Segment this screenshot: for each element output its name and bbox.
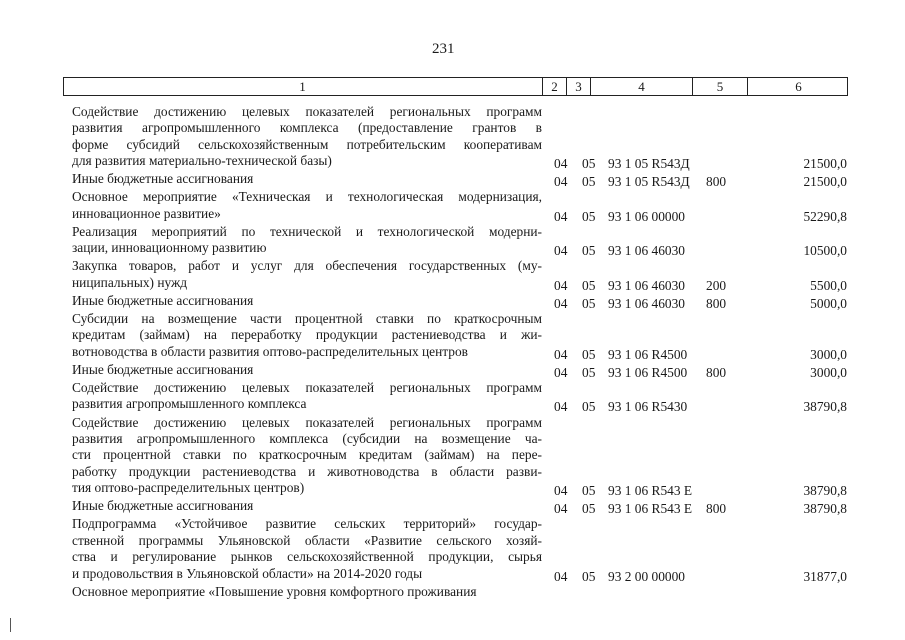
row-text-line: форме субсидий сельскохозяйственным потребительским кооперативам (72, 136, 542, 152)
row-text-line: Закупка товаров, работ и услуг для обеспечения государственных (му- (72, 258, 542, 274)
row-cell-c6: 10500,0 (803, 243, 847, 259)
header-cell-5: 5 (692, 78, 747, 95)
row-cell-c3: 05 (582, 243, 596, 259)
row-cell-c5: 200 (706, 277, 727, 293)
row-text-line: Реализация мероприятий по технической и технологической модерни- (72, 223, 542, 239)
header-cell-2: 2 (542, 78, 566, 95)
row-cell-c6: 38790,8 (803, 483, 847, 499)
row-cell-c3: 05 (582, 501, 596, 517)
row-cell-c3: 05 (582, 399, 596, 415)
row-cell-c2: 04 (554, 156, 568, 172)
row-cell-c6: 3000,0 (810, 346, 847, 362)
row-cell-c3: 05 (582, 346, 596, 362)
header-cell-6: 6 (747, 78, 849, 95)
row-cell-c6: 3000,0 (810, 364, 847, 380)
row-cell-c4: 93 2 00 00000 (608, 568, 685, 584)
row-cell-c3: 05 (582, 156, 596, 172)
row-cell-c3: 05 (582, 208, 596, 224)
row-text-line: Субсидии на возмещение части процентной ставки по краткосрочным (72, 311, 542, 326)
row-cell-c2: 04 (554, 483, 568, 499)
row-cell-c6: 5000,0 (810, 295, 847, 311)
row-cell-c4: 93 1 05 R543Д (608, 156, 690, 172)
row-cell-c3: 05 (582, 277, 596, 293)
row-cell-c3: 05 (582, 568, 596, 584)
row-cell-c4: 93 1 06 R4500 (608, 346, 688, 362)
row-cell-c6: 38790,8 (803, 399, 847, 415)
row-text-line: инновационное развитие» (72, 205, 221, 221)
row-text-line: ниципальных) нужд (72, 274, 188, 290)
row-cell-c4: 93 1 06 R5430 (608, 399, 688, 415)
row-cell-c6: 5500,0 (810, 277, 847, 293)
row-cell-c2: 04 (554, 364, 568, 380)
row-text-line: сти процентной ставки по краткосрочным кредитам (займам) на пере- (72, 447, 542, 463)
row-text-line: кредитам (займам) на переработку продукции растениеводства и жи- (72, 327, 542, 343)
row-text-line: развития агропромышленного комплекса (72, 396, 307, 412)
row-cell-c6: 21500,0 (803, 156, 847, 172)
row-cell-c4: 93 1 06 46030 (608, 277, 685, 293)
row-text-line: Иные бюджетные ассигнования (72, 361, 254, 377)
row-text-line: Иные бюджетные ассигнования (72, 498, 254, 514)
header-cell-4: 4 (590, 78, 692, 95)
row-text-line: Подпрограмма «Устойчивое развитие сельских территорий» государ- (72, 516, 542, 532)
row-text-line: зации, инновационному развитию (72, 240, 267, 256)
row-cell-c2: 04 (554, 399, 568, 415)
row-cell-c2: 04 (554, 295, 568, 311)
row-cell-c2: 04 (554, 501, 568, 517)
row-cell-c5: 800 (706, 364, 727, 380)
row-text-line: тия оптово-распределительных центров) (72, 480, 305, 496)
row-cell-c2: 04 (554, 568, 568, 584)
row-cell-c3: 05 (582, 364, 596, 380)
row-cell-c6: 52290,8 (803, 208, 847, 224)
row-cell-c2: 04 (554, 174, 568, 190)
page-number: 231 (432, 41, 455, 57)
row-cell-c5: 800 (706, 501, 727, 517)
row-text-line: и продовольствия в Ульяновской области» на 2014-2020 годы (72, 565, 423, 581)
row-cell-c6: 31877,0 (803, 568, 847, 584)
row-cell-c3: 05 (582, 295, 596, 311)
row-cell-c3: 05 (582, 174, 596, 190)
row-text-line: ственной программы Ульяновской области «Развитие сельского хозяй- (72, 532, 542, 548)
row-cell-c4: 93 1 06 R543 E (608, 501, 693, 517)
row-text-line: Основное мероприятие «Повышение уровня комфортного проживания (72, 583, 477, 599)
row-text-line: Иные бюджетные ассигнования (72, 171, 254, 187)
row-cell-c4: 93 1 06 46030 (608, 295, 685, 311)
row-cell-c2: 04 (554, 277, 568, 293)
row-cell-c2: 04 (554, 346, 568, 362)
row-text-line: для развития материально-технической базы) (72, 153, 332, 169)
row-cell-c4: 93 1 06 R543 E (608, 483, 693, 499)
row-cell-c6: 38790,8 (803, 501, 847, 517)
row-cell-c4: 93 1 05 R543Д (608, 174, 690, 190)
row-text-line: работку продукции растениеводства и животноводства в области разви- (72, 463, 542, 479)
row-text-line: вотноводства в области развития оптово-распределительных центров (72, 343, 468, 359)
table-header (63, 77, 848, 96)
row-cell-c5: 800 (706, 295, 727, 311)
row-cell-c6: 21500,0 (803, 174, 847, 190)
row-cell-c5: 800 (706, 174, 727, 190)
header-cell-1: 1 (299, 79, 306, 94)
row-text-line: развития агропромышленного комплекса (предоставление грантов в (72, 120, 542, 136)
row-cell-c4: 93 1 06 R4500 (608, 364, 688, 380)
header-cell-3: 3 (566, 78, 590, 95)
row-text-line: Содействие достижению целевых показателей региональных программ (72, 104, 542, 119)
row-cell-c2: 04 (554, 243, 568, 259)
row-cell-c4: 93 1 06 46030 (608, 243, 685, 259)
row-text-line: Содействие достижению целевых показателей региональных программ (72, 414, 542, 430)
row-cell-c4: 93 1 06 00000 (608, 208, 685, 224)
row-cell-c3: 05 (582, 483, 596, 499)
scan-mark (10, 618, 11, 632)
row-text-line: Иные бюджетные ассигнования (72, 292, 254, 308)
row-text-line: Содействие достижению целевых показателей региональных программ (72, 380, 542, 395)
row-cell-c2: 04 (554, 208, 568, 224)
row-text-line: ства и регулирование рынков сельскохозяйственной продукции, сырья (72, 549, 542, 565)
row-text-line: развития агропромышленного комплекса (субсидии на возмещение ча- (72, 430, 542, 446)
row-text-line: Основное мероприятие «Техническая и технологическая модернизация, (72, 189, 542, 205)
